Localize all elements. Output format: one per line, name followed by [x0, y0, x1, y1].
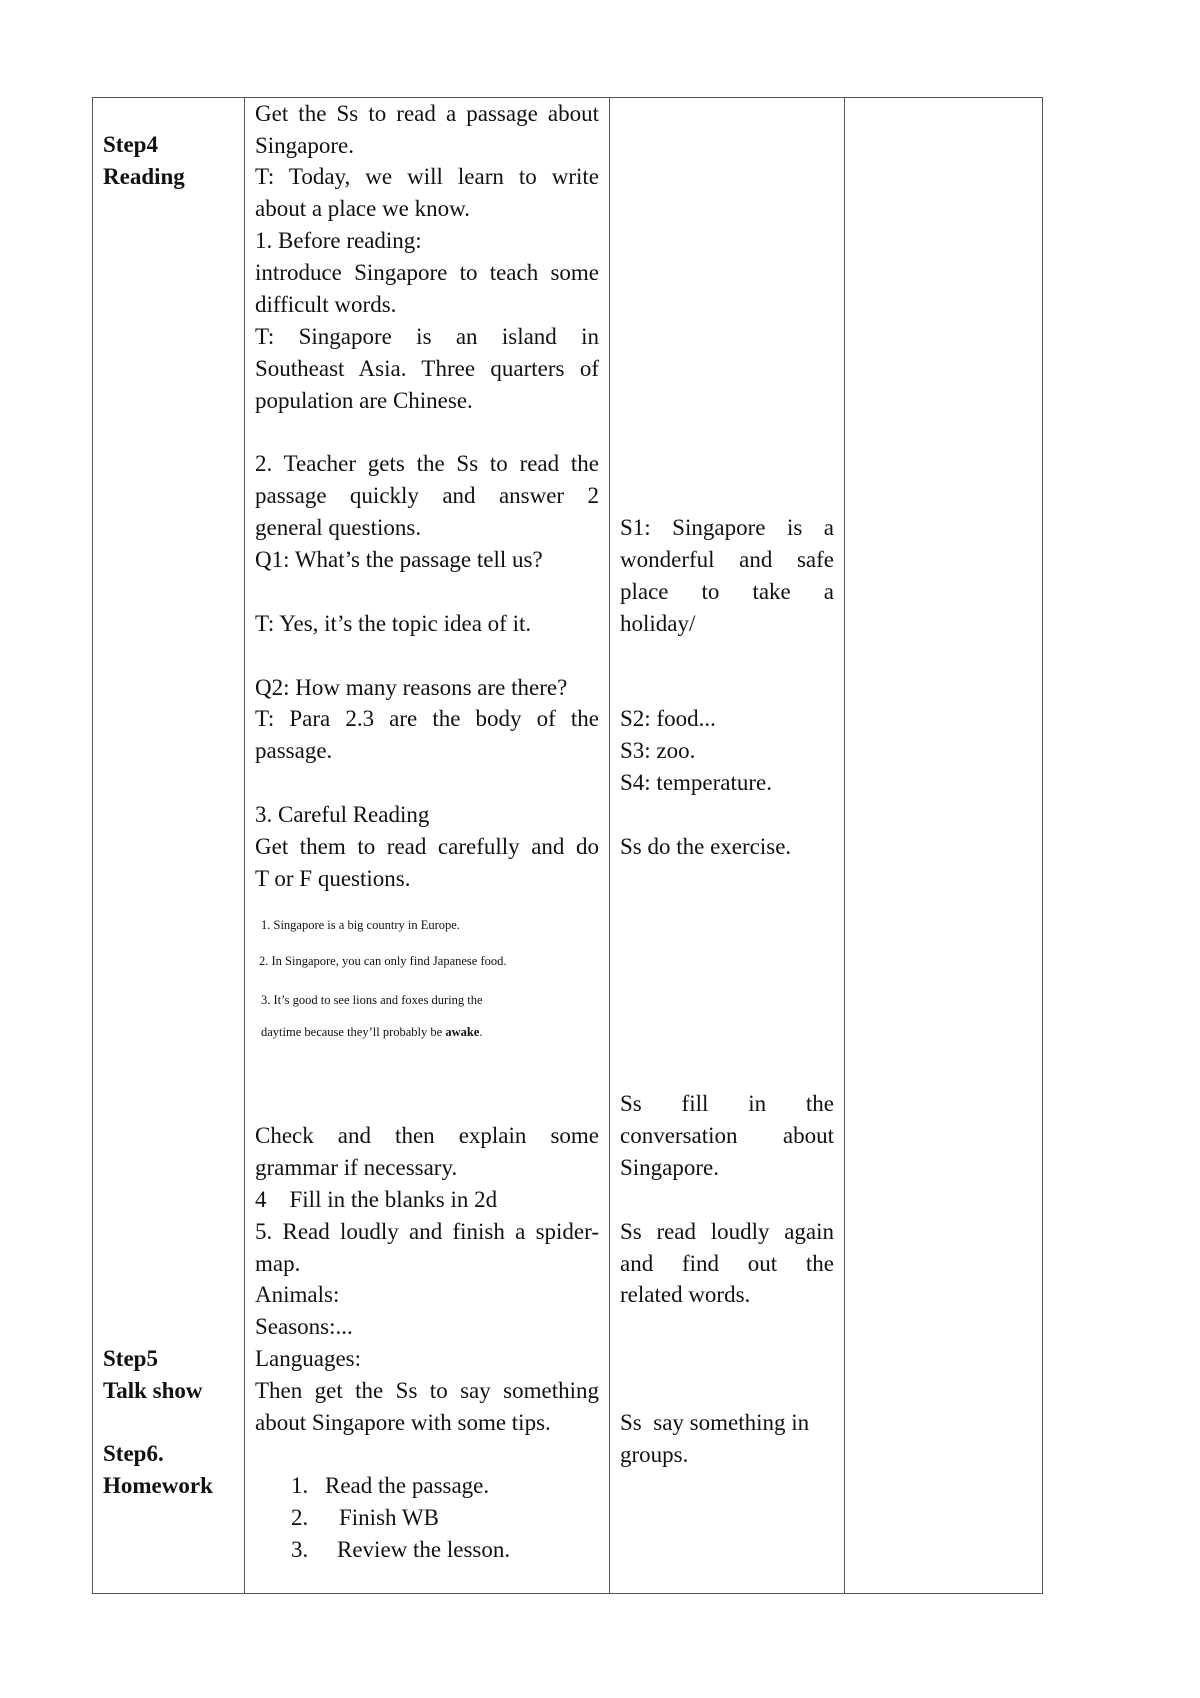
step-column: [93, 98, 245, 1594]
text-line: S2: food...: [620, 706, 716, 731]
text-line: Get them to read carefully and do: [255, 834, 599, 859]
tf-bold-word: awake: [445, 1025, 480, 1039]
step5-title: Step5: [103, 1346, 158, 1371]
text-line: Get the Ss to read a passage about: [255, 101, 599, 126]
text-line: holiday/: [620, 611, 696, 636]
text-line: S1: Singapore is a: [620, 515, 834, 540]
homework-item: [291, 1502, 439, 1534]
text-line: Seasons:...: [255, 1314, 353, 1339]
text-line: 4 Fill in the blanks in 2d: [255, 1187, 498, 1212]
tf-question-2: 2. In Singapore, you can only find Japanese food.: [259, 954, 507, 968]
lesson-plan-table: [92, 97, 1043, 1594]
text-line: conversation about: [620, 1123, 834, 1148]
text-line: 3. Careful Reading: [255, 802, 430, 827]
text-line: Then get the Ss to say something: [255, 1378, 599, 1403]
text-line: map.: [255, 1251, 301, 1276]
text-line: T: Yes, it’s the topic idea of it.: [255, 611, 532, 636]
text-line: Ss say something in: [620, 1410, 810, 1435]
list-text: Review the lesson.: [337, 1537, 511, 1562]
list-text: Read the passage.: [325, 1473, 490, 1498]
text-line: Ss fill in the: [620, 1091, 834, 1116]
step6-title: Step6.: [103, 1441, 164, 1466]
step4-subtitle: Reading: [103, 164, 185, 189]
text-line: difficult words.: [255, 292, 397, 317]
tf-text: .: [479, 1025, 483, 1039]
text-line: wonderful and safe: [620, 547, 834, 572]
student-activity-column: [610, 98, 845, 1594]
step5-subtitle: Talk show: [103, 1378, 203, 1403]
tf-question-1: 1. Singapore is a big country in Europe.: [261, 918, 460, 932]
text-line: groups.: [620, 1442, 689, 1467]
text-line: Singapore.: [620, 1155, 720, 1180]
text-line: 5. Read loudly and finish a spider-: [255, 1219, 599, 1244]
tf-question-3-cont: [261, 1024, 482, 1040]
homework-item: [291, 1534, 510, 1566]
text-line: T: Para 2.3 are the body of the: [255, 706, 599, 731]
notes-column: [845, 98, 1043, 1594]
text-line: general questions.: [255, 515, 422, 540]
homework-item: [291, 1470, 489, 1502]
list-number: 2.: [291, 1505, 309, 1530]
tf-text: daytime because they’ll probably be: [261, 1025, 446, 1039]
text-line: Animals:: [255, 1282, 340, 1307]
text-line: about a place we know.: [255, 196, 471, 221]
text-line: 2. Teacher gets the Ss to read the: [255, 451, 599, 476]
text-line: T: Today, we will learn to write: [255, 164, 599, 189]
text-line: introduce Singapore to teach some: [255, 260, 599, 285]
text-line: T or F questions.: [255, 866, 411, 891]
list-number: 1.: [291, 1473, 309, 1498]
text-line: 1. Before reading:: [255, 228, 422, 253]
table-row: [93, 98, 1043, 1594]
text-line: Singapore.: [255, 133, 355, 158]
text-line: T: Singapore is an island in: [255, 324, 599, 349]
text-line: S3: zoo.: [620, 738, 696, 763]
text-line: and find out the: [620, 1251, 834, 1276]
text-line: Languages:: [255, 1346, 362, 1371]
text-line: place to take a: [620, 579, 834, 604]
text-line: Ss read loudly again: [620, 1219, 834, 1244]
text-line: Check and then explain some: [255, 1123, 599, 1148]
list-number: 3.: [291, 1537, 309, 1562]
list-text: Finish WB: [339, 1505, 439, 1530]
question-1: Q1: What’s the passage tell us?: [255, 547, 543, 572]
tf-question-3: 3. It’s good to see lions and foxes during the: [261, 993, 483, 1007]
text-line: about Singapore with some tips.: [255, 1410, 551, 1435]
text-line: grammar if necessary.: [255, 1155, 458, 1180]
text-line: S4: temperature.: [620, 770, 773, 795]
text-line: related words.: [620, 1282, 751, 1307]
text-line: Ss do the exercise.: [620, 834, 792, 859]
text-line: passage.: [255, 738, 333, 763]
question-2: Q2: How many reasons are there?: [255, 675, 568, 700]
step4-title: Step4: [103, 132, 158, 157]
text-line: Southeast Asia. Three quarters of: [255, 356, 599, 381]
teacher-activity-column: [245, 98, 610, 1594]
step6-subtitle: Homework: [103, 1473, 213, 1498]
text-line: population are Chinese.: [255, 388, 473, 413]
text-line: passage quickly and answer 2: [255, 483, 599, 508]
